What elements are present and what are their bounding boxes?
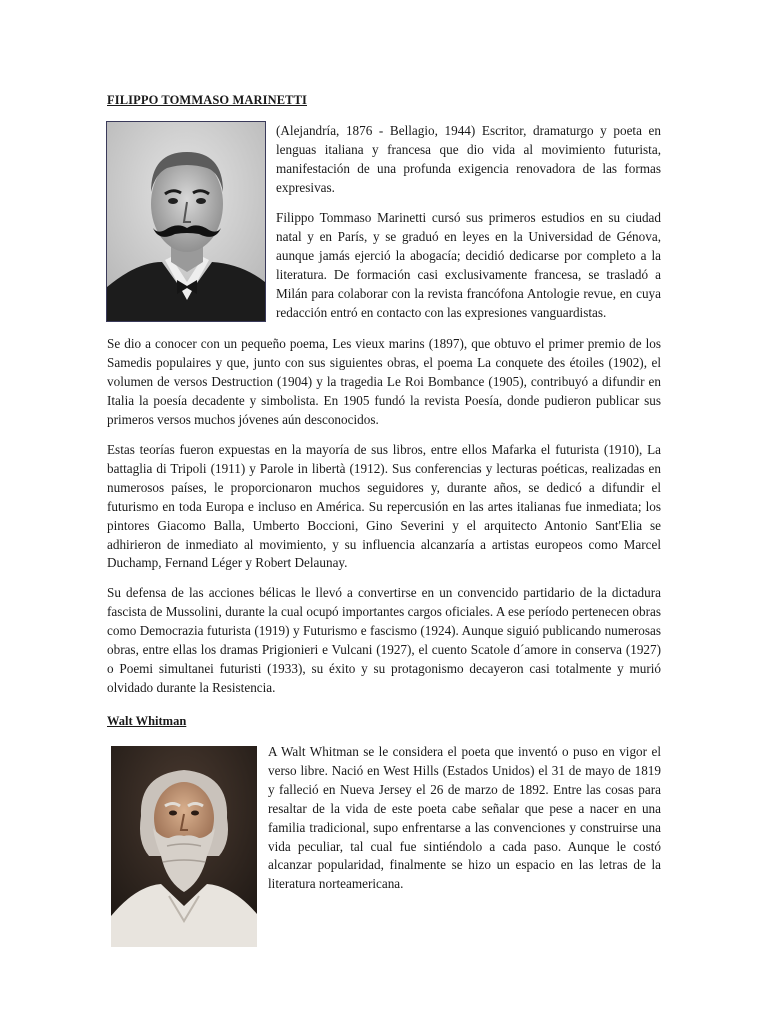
portrait-whitman-image <box>111 746 257 947</box>
paragraph-marinetti-5: Su defensa de las acciones bélicas le llevó a convertirse en un convencido partidario de la dictadura fascista de Mussolini, durante la cual ocupó importantes cargos oficiales. A ese período pertenecen obras como Democrazia futurista (1919) y Futurismo e fascismo (1924). Aunque siguió publicando numerosas obras, entre ellas los dramas Prigionieri e Vulcani (1927), el cuento Scatole d´amore in conserva (1927) o Poemi simultanei futuristi (1933), su éxito y su protagonismo decayeron casi totalmente y murió olvidado durante la Resistencia. <box>107 585 661 695</box>
paragraph-whitman-1: A Walt Whitman se le considera el poeta que inventó o puso en vigor el verso libre. Nació en West Hills (Estados Unidos) el 31 de mayo de 1819 y falleció en Nueva Jersey el 26 de marzo de 1892. Entre las cosas para resaltar de la vida de este poeta cabe señalar que pese a nacer en una familia tradicional, supo enfrentarse a las convenciones y construirse una vida peculiar, tal cual fue sintiéndolo a cada paso. Aunque le costó alcanzar popularidad, finalmente se hizo un espacio en las letras de la literatura norteamericana. <box>268 744 661 892</box>
portrait-marinetti-image <box>106 121 266 322</box>
paragraph-marinetti-4: Estas teorías fueron expuestas en la mayoría de sus libros, entre ellos Mafarka el futurista (1910), La battaglia di Tripoli (1911) y Parole in libertà (1912). Sus conferencias y lecturas poéticas, realizadas en numerosos países, le proporcionaron muchos seguidores y, durante años, se dedicó a difundir el futurismo en toda Europa e incluso en América. Su repercusión en las artes italianas fue inmediata; los pintores Giacomo Balla, Umberto Boccioni, Gino Severini y el arquitecto Antonio Sant'Elia se adhirieron de inmediato al movimiento, y su influencia alcanzaría a artistas europeos como Marcel Duchamp, Fernand Léger y Robert Delaunay. <box>107 442 661 571</box>
paragraph-marinetti-3: Se dio a conocer con un pequeño poema, Les vieux marins (1897), que obtuvo el primer premio de los Samedis populaires y que, junto con sus siguientes obras, el poema La conquete des étoiles (1902), el volumen de versos Destruction (1904) y la tragedia Le Roi Bombance (1905), contribuyó a difundir en Italia la poesía decadente y simbolista. En 1905 fundó la revista Poesía, donde pudieron publicar sus primeros versos muchos jóvenes aún desconocidos. <box>107 336 661 427</box>
section-title-whitman: Walt Whitman <box>107 714 187 728</box>
paragraph-marinetti-1: (Alejandría, 1876 - Bellagio, 1944) Escritor, dramaturgo y poeta en lenguas italiana y francesa que dio vida al movimiento futurista, manifestación de una profunda exigencia renovadora de las formas expresivas. <box>276 123 661 195</box>
paragraph-marinetti-2: Filippo Tommaso Marinetti cursó sus primeros estudios en su ciudad natal y en París, y se graduó en leyes en la Universidad de Génova, aunque jamás ejerció la abogacía; decidió dedicarse por completo a la literatura. De formación casi exclusivamente francesa, se trasladó a Milán para colaborar con la revista francófona Antologie revue, en cuya redacción entró en contacto con las expresiones vanguardistas. <box>276 210 661 320</box>
section-title-marinetti: FILIPPO TOMMASO MARINETTI <box>107 93 307 107</box>
